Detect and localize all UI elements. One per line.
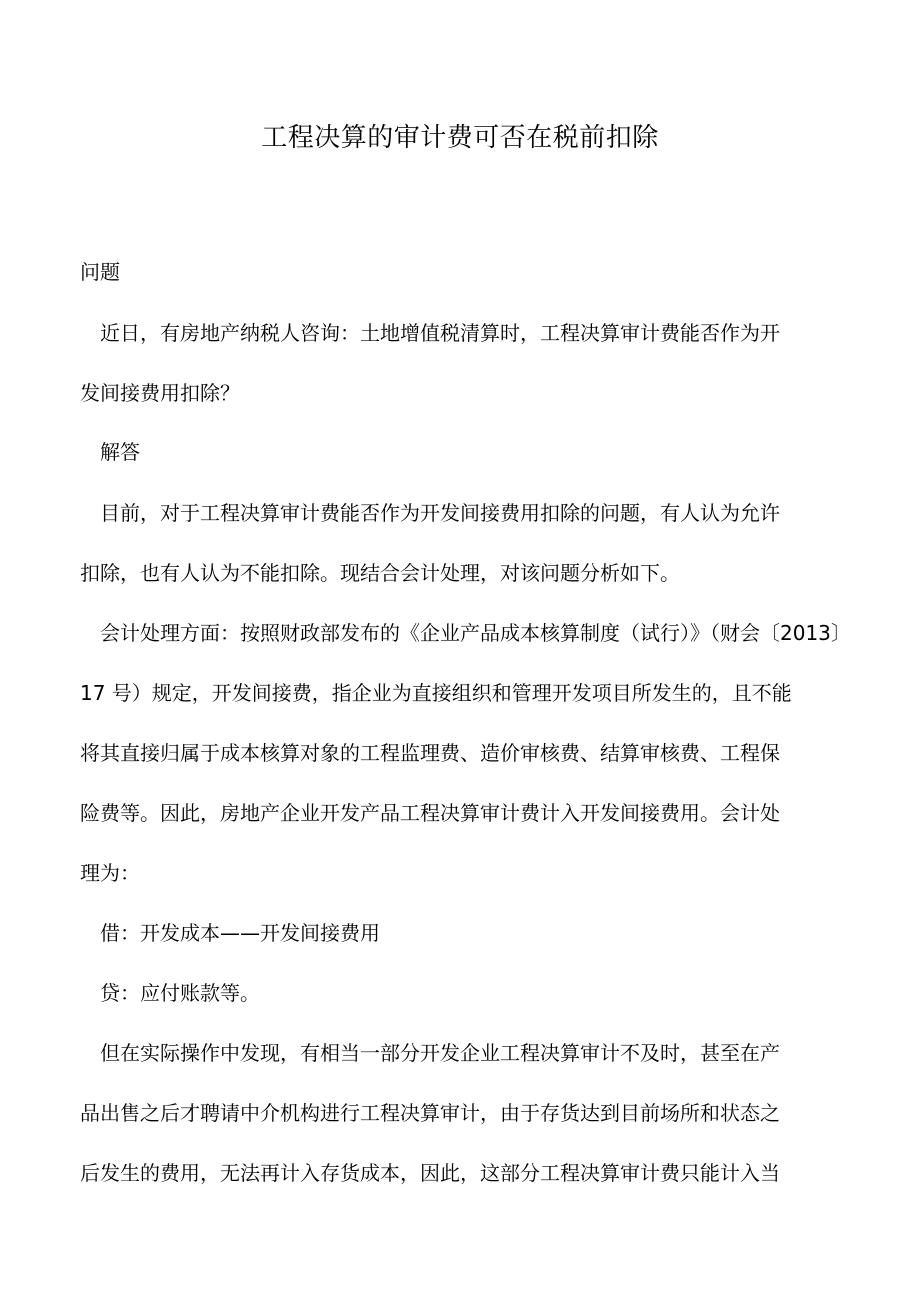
paragraph-line: 发间接费用扣除？ xyxy=(80,381,240,405)
paragraph-line: 理为： xyxy=(80,861,140,885)
paragraph-line: 扣除，也有人认为不能扣除。现结合会计处理，对该问题分析如下。 xyxy=(80,561,680,585)
paragraph-line: 品出售之后才聘请中介机构进行工程决算审计，由于存货达到目前场所和状态之 xyxy=(80,1101,780,1125)
section-heading-question: 问题 xyxy=(80,260,120,284)
paragraph-line: 近日，有房地产纳税人咨询：土地增值税清算时，工程决算审计费能否作为开 xyxy=(100,321,780,345)
section-heading-answer: 解答 xyxy=(100,440,140,464)
paragraph-line: 会计处理方面：按照财政部发布的《企业产品成本核算制度（试行）》（财会〔2013〕 xyxy=(100,621,851,645)
paragraph-line: 将其直接归属于成本核算对象的工程监理费、造价审核费、结算审核费、工程保 xyxy=(80,741,780,765)
journal-entry-credit: 贷：应付账款等。 xyxy=(100,981,260,1005)
paragraph-line: 险费等。因此，房地产企业开发产品工程决算审计费计入开发间接费用。会计处 xyxy=(80,801,780,825)
paragraph-line: 但在实际操作中发现，有相当一部分开发企业工程决算审计不及时，甚至在产 xyxy=(100,1041,780,1065)
paragraph-line: 后发生的费用，无法再计入存货成本，因此，这部分工程决算审计费只能计入当 xyxy=(80,1161,780,1185)
document-title: 工程决算的审计费可否在税前扣除 xyxy=(261,123,659,153)
journal-entry-debit: 借：开发成本——开发间接费用 xyxy=(100,921,380,945)
paragraph-line: 目前，对于工程决算审计费能否作为开发间接费用扣除的问题，有人认为允许 xyxy=(100,501,780,525)
paragraph-line: 17 号）规定，开发间接费，指企业为直接组织和管理开发项目所发生的，且不能 xyxy=(80,681,792,705)
